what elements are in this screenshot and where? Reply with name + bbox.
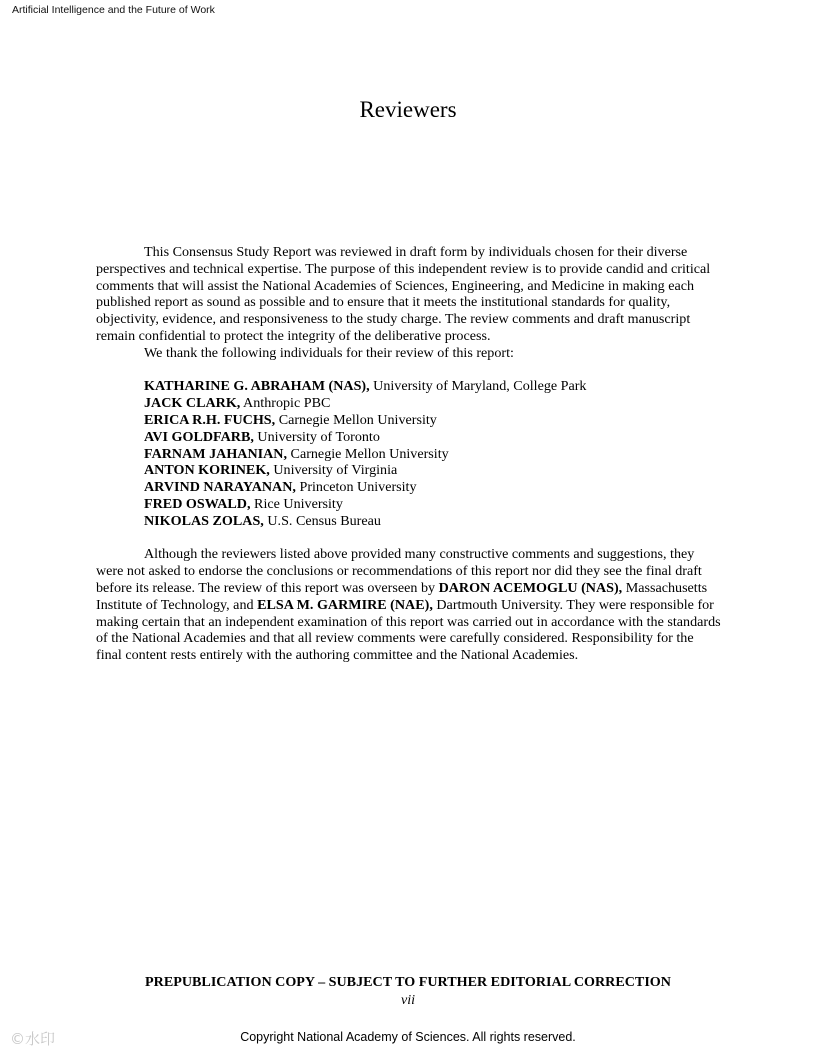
- reviewer-item: [144, 412, 722, 429]
- watermark-logo: ©水印: [10, 1030, 56, 1048]
- reviewer-affiliation: University of Maryland, College Park: [369, 378, 587, 395]
- thanks-line: We thank the following individuals for their review of this report:: [144, 344, 514, 361]
- reviewer-name: FRED OSWALD,: [144, 495, 251, 512]
- reviewer-name: ANTON KORINEK,: [144, 462, 270, 479]
- reviewer-affiliation: University of Toronto: [253, 428, 380, 445]
- reviewer-affiliation: Anthropic PBC: [240, 395, 331, 412]
- closing-paragraph: [96, 546, 722, 664]
- intro-paragraph: This Consensus Study Report was reviewed in draft form by individuals chosen for their diverse perspectives and technical expertise. The purpose of this independent review is to provide candid and critical comments that will assist the National Academies of Sciences, Engineering, and Medicine in making each published report as sound as possible and to ensure that it meets the institutional standards for quality, objectivity, evidence, and responsiveness to the study charge. The review comments and draft manuscript remain confidential to protect the integrity of the deliberative process.: [96, 244, 711, 344]
- reviewer-name: NIKOLAS ZOLAS,: [144, 512, 264, 529]
- closing-text-3: Dartmouth University. They were responsible for making certain that an independent examination of this report was carried out in accordance with the standards of the National Academies and that all review comments were carefully considered. Responsibility for the final content rests entirely with the authoring committee and the National Academies.: [96, 596, 721, 664]
- reviewer-name: AVI GOLDFARB,: [144, 428, 254, 445]
- reviewer-item: [144, 462, 722, 479]
- copyright-notice: Copyright National Academy of Sciences. All rights reserved.: [240, 1030, 576, 1044]
- reviewer-affiliation: U.S. Census Bureau: [263, 512, 381, 529]
- running-head: Artificial Intelligence and the Future of Work: [12, 4, 215, 16]
- reviewer-name: KATHARINE G. ABRAHAM (NAS),: [144, 378, 370, 395]
- prepublication-notice: PREPUBLICATION COPY – SUBJECT TO FURTHER EDITORIAL CORRECTION: [145, 974, 671, 990]
- reviewer-item: [144, 378, 722, 395]
- overseer-name: ELSA M. GARMIRE (NAE),: [257, 596, 433, 613]
- reviewer-item: [144, 479, 722, 496]
- reviewer-item: [144, 429, 722, 446]
- page-number: vii: [400, 992, 416, 1008]
- reviewer-name: FARNAM JAHANIAN,: [144, 445, 288, 462]
- page-footer: [0, 973, 816, 1009]
- page-title: Reviewers: [359, 97, 457, 122]
- reviewer-item: [144, 446, 722, 463]
- reviewer-affiliation: Princeton University: [295, 479, 417, 496]
- reviewer-list: [144, 378, 722, 529]
- reviewer-affiliation: Carnegie Mellon University: [275, 411, 437, 428]
- reviewer-affiliation: University of Virginia: [269, 462, 398, 479]
- closing-text-1: Although the reviewers listed above provided many constructive comments and suggestions, they were not asked to endorse the conclusions or recommendations of this report nor did they see the final draft before its release. The review of this report was overseen by: [96, 546, 702, 596]
- reviewer-affiliation: Carnegie Mellon University: [287, 445, 449, 462]
- reviewer-item: [144, 513, 722, 530]
- closing-text-2: Massachusetts Institute of Technology, and: [96, 579, 708, 613]
- reviewer-item: [144, 496, 722, 513]
- reviewer-name: JACK CLARK,: [144, 395, 241, 412]
- reviewer-name: ARVIND NARAYANAN,: [144, 479, 296, 496]
- reviewer-item: [144, 395, 722, 412]
- reviewer-name: ERICA R.H. FUCHS,: [144, 411, 276, 428]
- overseer-name: DARON ACEMOGLU (NAS),: [438, 579, 623, 596]
- document-body: [96, 244, 722, 664]
- reviewer-affiliation: Rice University: [250, 495, 343, 512]
